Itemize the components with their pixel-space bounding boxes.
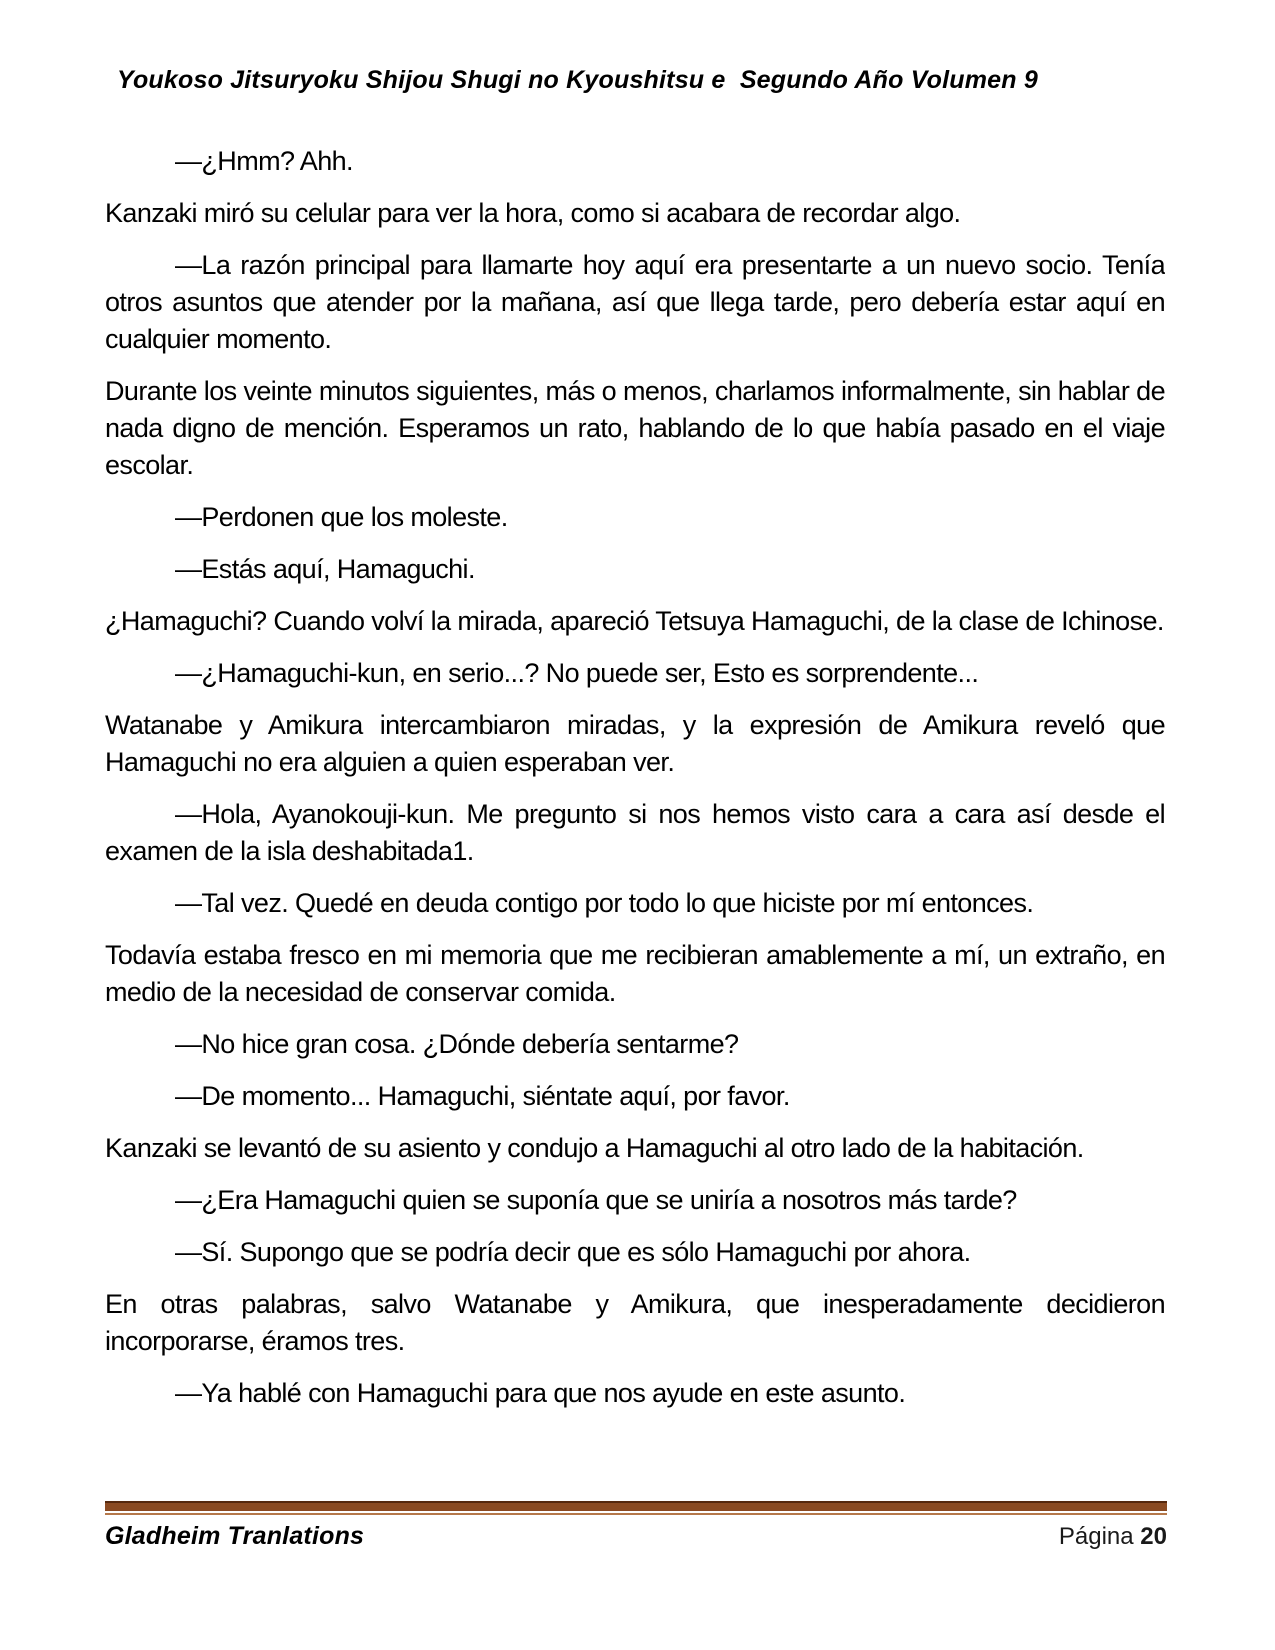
page-footer (105, 1501, 1167, 1551)
footer-page-indicator (1059, 1523, 1167, 1551)
page-header-title: Youkoso Jitsuryoku Shijou Shugi no Kyoushitsu e Segundo Año Volumen 9 (117, 66, 1038, 94)
paragraph: —Hola, Ayanokouji-kun. Me pregunto si nos hemos visto cara a cara así desde el examen de la isla deshabitada1. (105, 799, 1165, 866)
paragraph: —De momento... Hamaguchi, siéntate aquí, por favor. (175, 1081, 790, 1111)
paragraph: —Perdonen que los moleste. (175, 502, 508, 532)
footer-rule-thick (105, 1501, 1167, 1511)
paragraph: —¿Hamaguchi-kun, en serio...? No puede ser, Esto es sorprendente... (175, 658, 979, 688)
paragraph: —Sí. Supongo que se podría decir que es sólo Hamaguchi por ahora. (175, 1237, 971, 1267)
paragraph: —Ya hablé con Hamaguchi para que nos ayude en este asunto. (175, 1378, 906, 1408)
footer-page-number: 20 (1140, 1523, 1167, 1550)
paragraph: ¿Hamaguchi? Cuando volví la mirada, apareció Tetsuya Hamaguchi, de la clase de Ichinose. (105, 606, 1164, 636)
paragraph: —Tal vez. Quedé en deuda contigo por todo lo que hiciste por mí entonces. (175, 888, 1034, 918)
paragraph: —¿Era Hamaguchi quien se suponía que se uniría a nosotros más tarde? (175, 1185, 1017, 1215)
footer-page-label: Página (1058, 1523, 1134, 1550)
paragraph: —La razón principal para llamarte hoy aquí era presentarte a un nuevo socio. Tenía otros asuntos que atender por la mañana, así que llega tarde, pero debería estar aquí en cualquier momento. (105, 250, 1165, 354)
paragraph: Durante los veinte minutos siguientes, más o menos, charlamos informalmente, sin hablar de nada digno de mención. Esperamos un rato, hablando de lo que había pasado en el viaje escolar. (105, 376, 1165, 480)
footer-rule-thin (105, 1513, 1167, 1515)
paragraph: Watanabe y Amikura intercambiaron miradas, y la expresión de Amikura reveló que Hamaguchi no era alguien a quien esperaban ver. (105, 710, 1165, 777)
paragraph: Kanzaki miró su celular para ver la hora, como si acabara de recordar algo. (105, 198, 961, 228)
paragraph: Kanzaki se levantó de su asiento y condujo a Hamaguchi al otro lado de la habitación. (105, 1133, 1084, 1163)
paragraph: Todavía estaba fresco en mi memoria que me recibieran amablemente a mí, un extraño, en medio de la necesidad de conservar comida. (105, 940, 1165, 1007)
paragraph: —Estás aquí, Hamaguchi. (175, 554, 475, 584)
paragraph: —No hice gran cosa. ¿Dónde debería sentarme? (175, 1029, 739, 1059)
document-body (105, 143, 1165, 1495)
paragraph: En otras palabras, salvo Watanabe y Amikura, que inesperadamente decidieron incorporarse, éramos tres. (105, 1289, 1165, 1356)
footer-brand: Gladheim Tranlations (105, 1522, 365, 1550)
paragraph: —¿Hmm? Ahh. (175, 146, 353, 176)
